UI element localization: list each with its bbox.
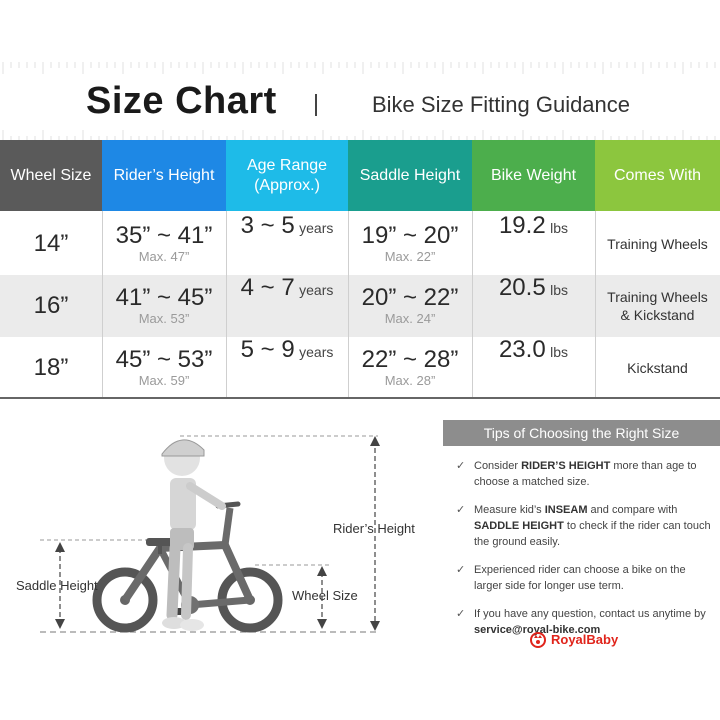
header-saddle-height (348, 140, 472, 211)
list-item (452, 458, 714, 490)
saddle-range: 19” ~ 20” (361, 222, 459, 249)
age-range: 4 ~ 7 (240, 274, 295, 301)
tip-text: and compare with (587, 504, 678, 516)
saddle-max: Max. 24” (384, 311, 436, 326)
comes-with-cell (595, 213, 720, 275)
column-divider (226, 211, 227, 399)
brand-logo (529, 628, 618, 650)
weight-cell (472, 213, 595, 275)
riders-height-cell (102, 213, 226, 275)
tip-text: If you have any question, contact us anytime by (474, 608, 706, 620)
age-unit: years (299, 282, 334, 298)
check-icon: ✓ (456, 504, 466, 516)
column-divider (472, 211, 473, 399)
page-subtitle: Bike Size Fitting Guidance (372, 92, 631, 117)
bike-fitting-illustration (0, 420, 440, 720)
tip-bold: RIDER’S HEIGHT (521, 460, 611, 472)
wheel-size-value: 18” (33, 354, 69, 381)
height-max: Max. 47” (138, 249, 190, 264)
wheel-size-value: 16” (33, 292, 69, 319)
header-bike-weight (472, 140, 595, 211)
saddle-max: Max. 28” (384, 373, 436, 388)
column-divider (102, 211, 103, 399)
comes-with-value: Kickstand (627, 360, 688, 376)
saddle-max: Max. 22” (384, 249, 436, 264)
comes-with-cell (595, 275, 720, 337)
tips-list (452, 458, 714, 650)
brand-name: RoyalBaby (551, 631, 619, 647)
height-max: Max. 59” (138, 373, 190, 388)
check-icon: ✓ (456, 608, 466, 620)
wheel-size-cell (0, 213, 102, 275)
header-wheel-size (0, 140, 102, 211)
tip-text: to check if the rider can touch the ground easily. (474, 520, 711, 548)
table-row (0, 213, 720, 275)
riders-height-cell (102, 337, 226, 399)
check-icon: ✓ (456, 564, 466, 576)
tip-bold: INSEAM (544, 504, 588, 516)
weight-value: 20.5 (498, 274, 546, 301)
column-divider (348, 211, 349, 399)
height-range: 35” ~ 41” (115, 222, 213, 249)
tip-text: more than age to choose a matched size. (474, 460, 697, 488)
weight-unit: lbs (550, 344, 569, 360)
wheel-size-value: 14” (33, 230, 69, 257)
saddle-range: 22” ~ 28” (361, 346, 459, 373)
weight-unit: lbs (550, 220, 569, 236)
riders-height-label: Rider’s Height (333, 521, 415, 536)
title-separator (315, 94, 317, 116)
weight-cell (472, 337, 595, 399)
weight-value: 23.0 (498, 336, 546, 363)
height-range: 45” ~ 53” (115, 346, 213, 373)
header-comes-with (595, 140, 720, 211)
tips-heading (443, 420, 720, 446)
height-range: 41” ~ 45” (115, 284, 213, 311)
age-cell (226, 213, 348, 275)
riders-height-cell (102, 275, 226, 337)
size-chart-table (0, 140, 720, 400)
wheel-size-cell (0, 275, 102, 337)
height-max: Max. 53” (138, 311, 190, 326)
header-label: Saddle Height (359, 166, 461, 184)
age-unit: years (299, 220, 334, 236)
tip-text: Consider (474, 460, 522, 472)
weight-unit: lbs (550, 282, 569, 298)
saddle-height-label: Saddle Height (16, 578, 98, 593)
saddle-height-cell (348, 275, 472, 337)
header-age-range (226, 140, 348, 211)
header-label: Bike Weight (490, 166, 577, 184)
table-row (0, 337, 720, 399)
saddle-range: 20” ~ 22” (361, 284, 459, 311)
tip-text: Measure kid’s (474, 504, 545, 516)
title-row (0, 78, 720, 132)
header-label: Wheel Size (10, 166, 92, 184)
column-divider (595, 211, 596, 399)
tips-heading-text: Tips of Choosing the Right Size (483, 425, 680, 441)
weight-value: 19.2 (498, 212, 546, 239)
page-title: Size Chart (86, 80, 277, 122)
tip-text: Experienced rider can choose a bike on the larger side for longer use term. (474, 564, 686, 592)
age-cell (226, 275, 348, 337)
comes-with-value: Training Wheels & Kickstand (607, 289, 708, 323)
saddle-height-cell (348, 337, 472, 399)
header-label: Comes With (613, 166, 702, 184)
crown-logo-icon (529, 630, 547, 648)
wheel-size-label: Wheel Size (292, 588, 358, 603)
list-item (452, 562, 714, 594)
table-bottom-border (0, 397, 720, 399)
contact-email-link[interactable]: service@royal-bike.com (474, 624, 601, 636)
wheel-size-cell (0, 337, 102, 399)
age-range: 5 ~ 9 (240, 336, 295, 363)
comes-with-value: Training Wheels (607, 236, 708, 252)
weight-cell (472, 275, 595, 337)
kid-on-bike-icon (0, 420, 440, 720)
check-icon: ✓ (456, 460, 466, 472)
list-item (452, 502, 714, 550)
header-label: Rider’s Height (113, 166, 215, 184)
age-cell (226, 337, 348, 399)
table-row (0, 275, 720, 337)
header-label: Age Range (Approx.) (246, 156, 328, 194)
comes-with-cell (595, 337, 720, 399)
header-riders-height (102, 140, 226, 211)
age-range: 3 ~ 5 (240, 212, 295, 239)
age-unit: years (299, 344, 334, 360)
tip-bold: SADDLE HEIGHT (474, 520, 564, 532)
saddle-height-cell (348, 213, 472, 275)
